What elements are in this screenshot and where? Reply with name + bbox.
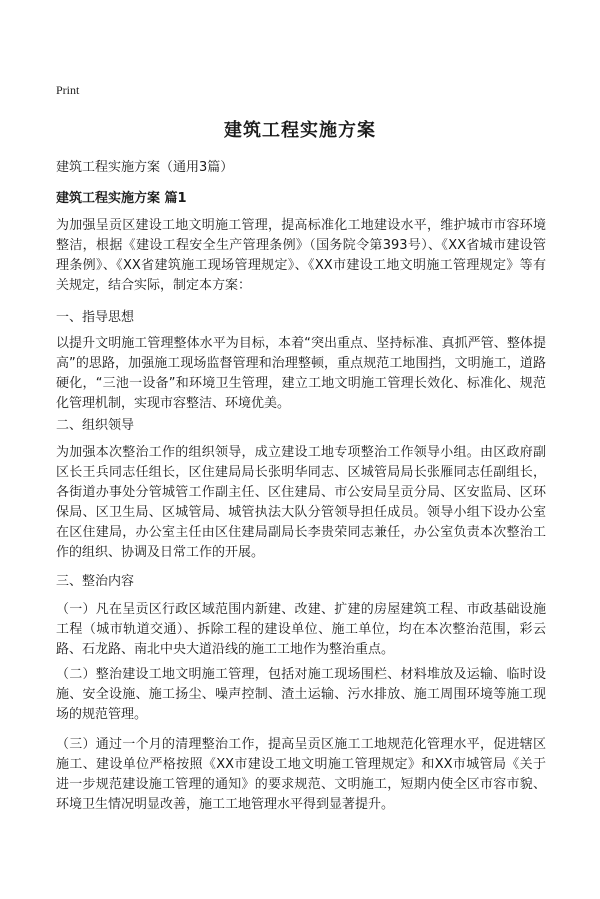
paragraph-organization: 为加强本次整治工作的组织领导，成立建设工地专项整治工作领导小组。由区政府副区长王兵同志任组长，区住建局局长张明华同志、区城管局局长张雁同志任副组长，各街道办事处分管城管工作副主任、区住建局、市公安局呈贡分局、区安监局、区环保局、区卫生局、区城管局、城管执法大队分管领导担任成员。领导小组下设办公室在区住建局，办公室主任由区住建局副局长李贵荣同志兼任，办公室负责本次整治工作的组织、协调及日常工作的开展。 bbox=[56, 445, 546, 560]
paragraph-guiding-principles: 以提升文明施工管理整体水平为目标，本着“突出重点、坚持标准、真抓严管、整体提高”的思路，加强施工现场监督管理和治理整顿，重点规范工地围挡，文明施工，道路硬化，“三池一设备”和环境卫生管理，建立工地文明施工管理长效化、标准化、规范化管理机制，实现市容整洁、环境优美。 bbox=[56, 336, 546, 411]
paragraph-rectification-3: （三）通过一个月的清理整治工作，提高呈贡区施工工地规范化管理水平，促进辖区施工、建设单位严格按照《XX市建设工地文明施工管理规定》和XX市城管局《关于进一步规范建设施工管理的通知》的要求规范、文明施工，短期内使全区市容市貌、环境卫生情况明显改善，施工工地管理水平得到显著提升。 bbox=[56, 737, 546, 812]
intro-paragraph: 为加强呈贡区建设工地文明施工管理，提高标准化工地建设水平，维护城市市容环境整洁，根据《建设工程安全生产管理条例》（国务院令第393号）、《XX省城市建设管理条例》、《XX省建筑施工现场管理规定》、《XX市建设工地文明施工管理规定》等有关规定，结合实际，制定本方案： bbox=[56, 218, 546, 293]
heading-organization: 二、组织领导 bbox=[56, 418, 135, 433]
document-title: 建筑工程实施方案 bbox=[224, 120, 376, 141]
paragraph-rectification-1: （一）凡在呈贡区行政区域范围内新建、改建、扩建的房屋建筑工程、市政基础设施工程（城市轨道交通）、拆除工程的建设单位、施工单位，均在本次整治范围，彩云路、石龙路、南北中央大道沿线的施工工地作为整治重点。 bbox=[56, 602, 546, 657]
paragraph-rectification-2: （二）整治建设工地文明施工管理，包括对施工现场围栏、材料堆放及运输、临时设施、安全设施、施工扬尘、噪声控制、渣土运输、污水排放、施工周围环境等施工现场的规范管理。 bbox=[56, 667, 546, 722]
heading-rectification: 三、整治内容 bbox=[56, 574, 135, 589]
document-subtitle: 建筑工程实施方案（通用3篇） bbox=[56, 160, 234, 175]
print-label: Print bbox=[56, 83, 80, 97]
section-heading: 建筑工程实施方案 篇1 bbox=[56, 191, 187, 206]
heading-guiding-principles: 一、指导思想 bbox=[56, 310, 135, 325]
